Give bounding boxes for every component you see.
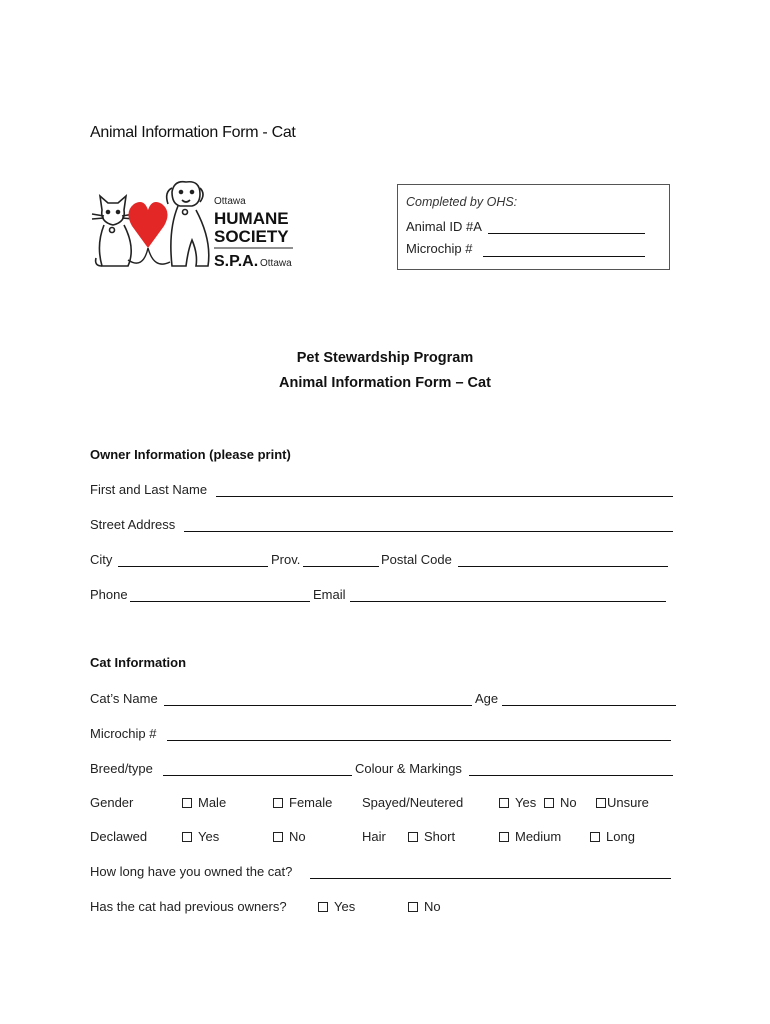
city-label: City xyxy=(90,552,113,567)
gender-male-option[interactable]: Male xyxy=(182,795,226,810)
checkbox-icon[interactable] xyxy=(596,798,606,808)
prov-field[interactable] xyxy=(303,566,379,567)
postal-code-field[interactable] xyxy=(458,566,668,567)
declawed-no-option[interactable]: No xyxy=(273,829,306,844)
hair-long-option[interactable]: Long xyxy=(590,829,635,844)
cat-section-title: Cat Information xyxy=(90,655,187,670)
owned-duration-field[interactable] xyxy=(310,878,671,879)
checkbox-icon[interactable] xyxy=(182,798,192,808)
city-field[interactable] xyxy=(118,566,268,567)
phone-label: Phone xyxy=(90,587,128,602)
checkbox-icon[interactable] xyxy=(273,798,283,808)
svg-text:SOCIETY: SOCIETY xyxy=(214,227,289,246)
previous-owners-label: Has the cat had previous owners? xyxy=(90,899,287,914)
ohs-microchip-field[interactable] xyxy=(483,256,645,257)
animal-id-field[interactable] xyxy=(488,233,645,234)
declawed-label: Declawed xyxy=(90,829,148,844)
gender-label: Gender xyxy=(90,795,134,810)
spayed-unsure-option[interactable]: Unsure xyxy=(596,795,649,810)
street-address-field[interactable] xyxy=(184,531,673,532)
ohs-completion-box xyxy=(397,184,670,270)
spayed-no-option[interactable]: No xyxy=(544,795,577,810)
checkbox-icon[interactable] xyxy=(408,832,418,842)
cat-illustration-icon xyxy=(92,196,134,266)
owned-duration-label: How long have you owned the cat? xyxy=(90,864,293,879)
postal-code-label: Postal Code xyxy=(381,552,452,567)
street-address-label: Street Address xyxy=(90,517,176,532)
age-field[interactable] xyxy=(502,705,676,706)
owner-name-label: First and Last Name xyxy=(90,482,208,497)
ohs-microchip-label: Microchip # xyxy=(406,241,473,256)
animal-id-label: Animal ID #A xyxy=(406,219,482,234)
hair-label: Hair xyxy=(362,829,386,844)
checkbox-icon[interactable] xyxy=(182,832,192,842)
email-label: Email xyxy=(313,587,346,602)
spayed-yes-option[interactable]: Yes xyxy=(499,795,536,810)
svg-text:Ottawa: Ottawa xyxy=(214,196,246,207)
ottawa-humane-society-logo xyxy=(88,170,303,275)
svg-text:HUMANE: HUMANE xyxy=(214,209,289,228)
email-field[interactable] xyxy=(350,601,666,602)
colour-markings-label: Colour & Markings xyxy=(355,761,462,776)
breed-label: Breed/type xyxy=(90,761,153,776)
age-label: Age xyxy=(475,691,499,706)
cat-name-label: Cat’s Name xyxy=(90,691,158,706)
phone-field[interactable] xyxy=(130,601,310,602)
checkbox-icon[interactable] xyxy=(544,798,554,808)
hair-medium-option[interactable]: Medium xyxy=(499,829,561,844)
ohs-box-title: Completed by OHS: xyxy=(406,195,518,209)
breed-field[interactable] xyxy=(163,775,352,776)
checkbox-icon[interactable] xyxy=(408,902,418,912)
hair-short-option[interactable]: Short xyxy=(408,829,455,844)
colour-markings-field[interactable] xyxy=(469,775,673,776)
svg-text:Ottawa: Ottawa xyxy=(260,258,292,269)
dog-illustration-icon xyxy=(167,182,209,266)
cat-microchip-label: Microchip # xyxy=(90,726,157,741)
heart-icon xyxy=(128,202,167,248)
prov-label: Prov. xyxy=(271,552,301,567)
previous-owners-yes-option[interactable]: Yes xyxy=(318,899,355,914)
checkbox-icon[interactable] xyxy=(590,832,600,842)
page-title: Animal Information Form - Cat xyxy=(90,124,296,141)
checkbox-icon[interactable] xyxy=(499,832,509,842)
program-title: Pet Stewardship Program xyxy=(296,350,474,366)
form-title: Animal Information Form – Cat xyxy=(279,375,491,391)
checkbox-icon[interactable] xyxy=(318,902,328,912)
previous-owners-no-option[interactable]: No xyxy=(408,899,441,914)
cat-microchip-field[interactable] xyxy=(167,740,671,741)
cat-name-field[interactable] xyxy=(164,705,472,706)
checkbox-icon[interactable] xyxy=(273,832,283,842)
owner-section-title: Owner Information (please print) xyxy=(90,447,291,462)
spayed-neutered-label: Spayed/Neutered xyxy=(362,795,464,810)
svg-text:S.P.A.: S.P.A. xyxy=(214,253,259,270)
declawed-yes-option[interactable]: Yes xyxy=(182,829,219,844)
gender-female-option[interactable]: Female xyxy=(273,795,332,810)
checkbox-icon[interactable] xyxy=(499,798,509,808)
owner-name-field[interactable] xyxy=(216,496,673,497)
